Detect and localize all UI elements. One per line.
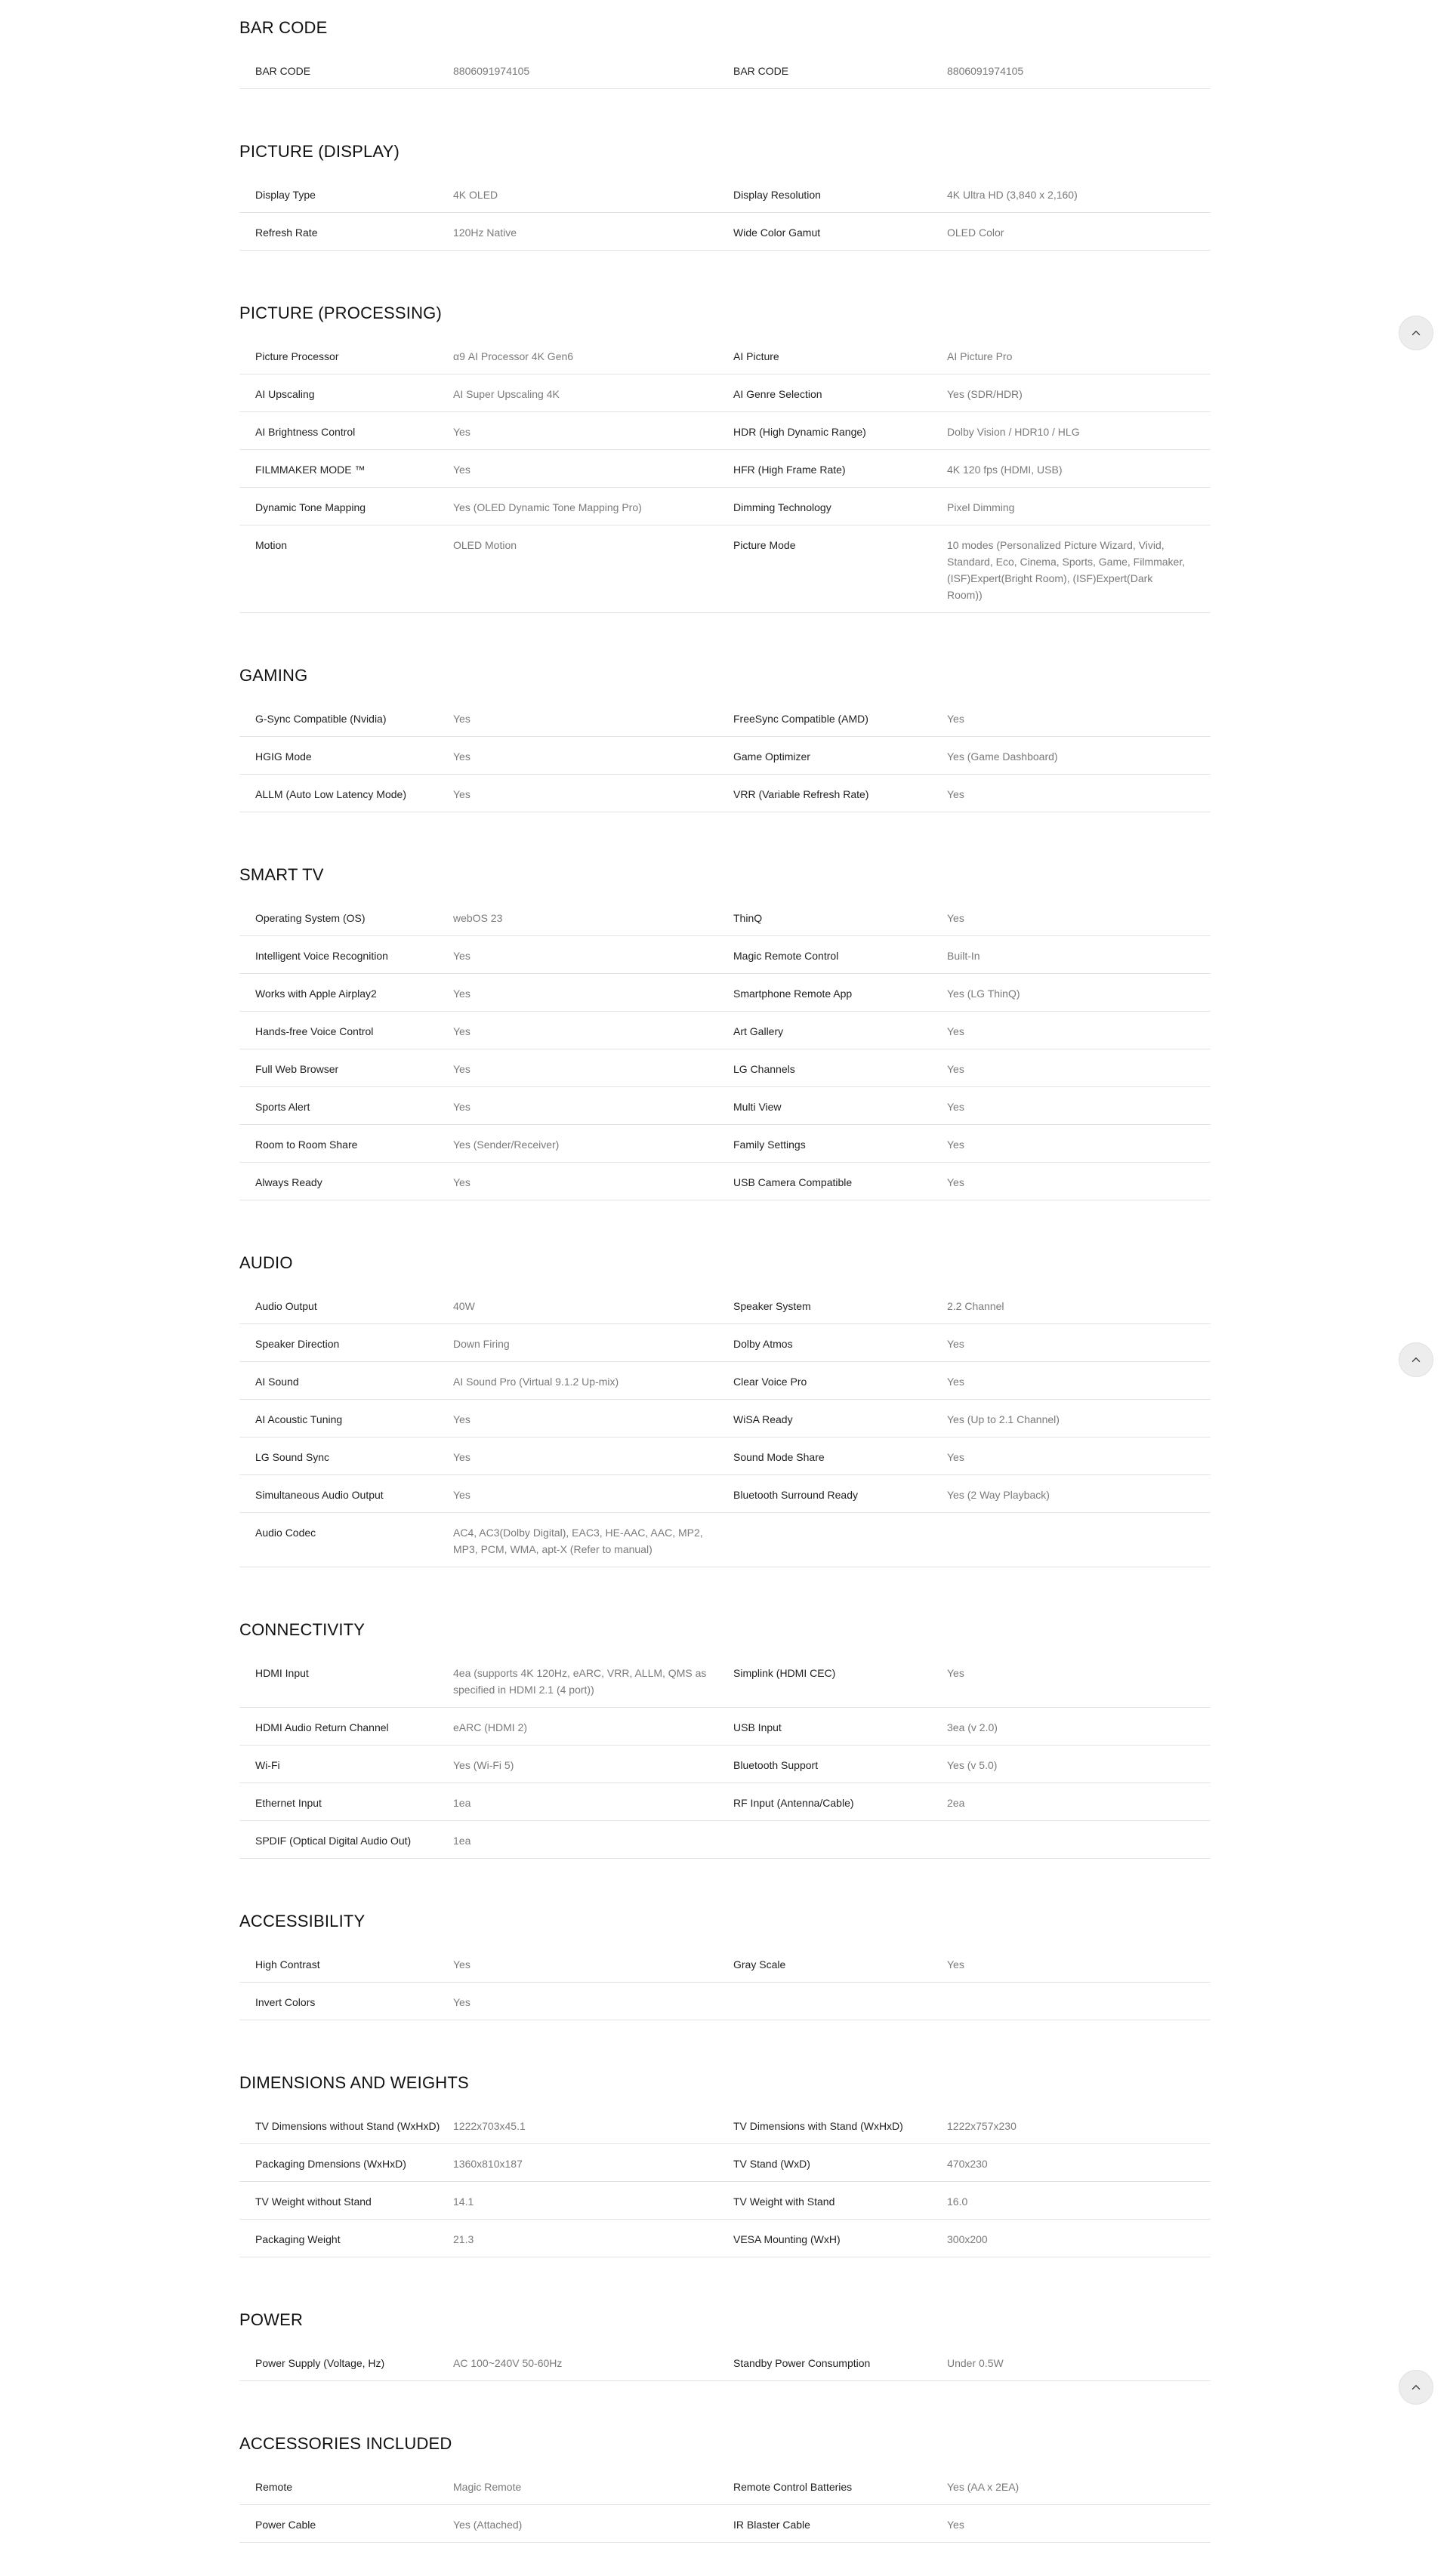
spec-label: Ethernet Input [255,1797,322,1809]
spec-value: Yes [453,1413,470,1425]
spec-row [239,1324,1211,1362]
spec-table [239,2106,1211,2257]
spec-value: Yes [453,1063,470,1075]
spec-label: AI Genre Selection [733,388,822,400]
section-title: BAR CODE [239,18,328,37]
spec-label: Picture Processor [255,350,339,362]
spec-value: 2ea [947,1797,965,1809]
spec-label: Standby Power Consumption [733,2357,871,2369]
spec-value: OLED Color [947,226,1004,239]
spec-value: Pixel Dimming [947,501,1015,513]
spec-label: High Contrast [255,1958,320,1971]
spec-label [733,1994,947,2011]
spec-row [239,1400,1211,1437]
spec-label: Bluetooth Support [733,1759,819,1771]
spec-value: 2.2 Channel [947,1300,1004,1312]
spec-label: Operating System (OS) [255,912,366,924]
spec-row [239,898,1211,936]
spec-row [239,51,1211,89]
spec-row [239,1708,1211,1746]
spec-value: α9 AI Processor 4K Gen6 [453,350,574,362]
spec-row [239,775,1211,812]
spec-label: RF Input (Antenna/Cable) [733,1797,854,1809]
spec-row [239,374,1211,412]
scroll-top-button[interactable] [1399,316,1433,350]
spec-value: 16.0 [947,2195,968,2208]
spec-value: AI Super Upscaling 4K [453,388,560,400]
spec-value: Yes [453,788,470,800]
spec-value: Yes [947,713,964,725]
spec-value: Yes [947,1025,964,1037]
spec-row [239,1783,1211,1821]
spec-value: 1ea [453,1835,471,1847]
spec-table [239,1653,1211,1859]
spec-label: USB Input [733,1721,782,1733]
spec-row [239,936,1211,974]
section-title: DIMENSIONS AND WEIGHTS [239,2073,469,2092]
spec-value: webOS 23 [453,912,503,924]
spec-value: Magic Remote [453,2481,522,2493]
spec-row [239,337,1211,374]
spec-row [239,1087,1211,1125]
spec-label: LG Sound Sync [255,1451,330,1463]
spec-row [239,1012,1211,1049]
spec-section [239,1892,1211,2020]
spec-value: 40W [453,1300,475,1312]
spec-label: Display Type [255,189,316,201]
spec-table [239,175,1211,251]
spec-value: 4K Ultra HD (3,840 x 2,160) [947,189,1078,201]
spec-label: Remote [255,2481,293,2493]
spec-label: Hands-free Voice Control [255,1025,374,1037]
spec-value: Built-In [947,950,980,962]
spec-label: WiSA Ready [733,1413,793,1425]
spec-row [239,2220,1211,2257]
spec-label: TV Weight without Stand [255,2195,372,2208]
spec-value: 4K OLED [453,189,498,201]
spec-row [239,1475,1211,1513]
spec-row [239,1653,1211,1708]
spec-table [239,898,1211,1200]
spec-row [239,737,1211,775]
spec-value: Yes (Sender/Receiver) [453,1139,560,1151]
spec-row [239,2106,1211,2144]
spec-row [239,1125,1211,1163]
spec-section [239,846,1211,1200]
spec-value: 1222x757x230 [947,2120,1017,2132]
spec-value: Yes [453,1101,470,1113]
spec-value: AC 100~240V 50-60Hz [453,2357,563,2369]
spec-value: eARC (HDMI 2) [453,1721,528,1733]
spec-label: Game Optimizer [733,750,810,763]
spec-table [239,699,1211,812]
spec-label: TV Dimensions without Stand (WxHxD) [255,2120,440,2132]
spec-value: 1222x703x45.1 [453,2120,526,2132]
spec-label: TV Stand (WxD) [733,2158,810,2170]
spec-label: ALLM (Auto Low Latency Mode) [255,788,406,800]
spec-section [239,284,1211,613]
spec-label: Power Supply (Voltage, Hz) [255,2357,385,2369]
spec-label: Dynamic Tone Mapping [255,501,366,513]
spec-label: ThinQ [733,912,763,924]
spec-label: TV Dimensions with Stand (WxHxD) [733,2120,903,2132]
spec-value: Yes [947,1139,964,1151]
spec-label: Magic Remote Control [733,950,839,962]
spec-value: 8806091974105 [453,65,530,77]
spec-value: Down Firing [453,1338,510,1350]
spec-value: Yes [453,1489,470,1501]
spec-value: Yes [453,1451,470,1463]
spec-value: AI Sound Pro (Virtual 9.1.2 Up-mix) [453,1376,619,1388]
spec-label: BAR CODE [255,65,311,77]
spec-value: Yes [947,1376,964,1388]
spec-value: 4ea (supports 4K 120Hz, eARC, VRR, ALLM, QMS as specified in HDMI 2.1 (4 port)) [453,1667,707,1696]
spec-value: Yes [947,912,964,924]
spec-label: HFR (High Frame Rate) [733,464,846,476]
spec-value: 14.1 [453,2195,474,2208]
spec-label: G-Sync Compatible (Nvidia) [255,713,387,725]
spec-label: Simultaneous Audio Output [255,1489,384,1501]
spec-value: Yes [947,1063,964,1075]
spec-value: Yes [453,1025,470,1037]
spec-table [239,51,1211,89]
scroll-top-button[interactable] [1399,2370,1433,2405]
section-title: GAMING [239,666,308,685]
spec-label: BAR CODE [733,65,789,77]
spec-label: Room to Room Share [255,1139,358,1151]
spec-value: OLED Motion [453,539,517,551]
spec-label: Bluetooth Surround Ready [733,1489,858,1501]
spec-value: Yes (LG ThinQ) [947,988,1020,1000]
spec-label: Wide Color Gamut [733,226,821,239]
spec-value: 1360x810x187 [453,2158,523,2170]
spec-value: Dolby Vision / HDR10 / HLG [947,426,1080,438]
spec-value: Yes (Wi-Fi 5) [453,1759,514,1771]
spec-row [239,450,1211,488]
spec-label: Invert Colors [255,1996,316,2008]
spec-value: Yes [947,788,964,800]
spec-label: Wi-Fi [255,1759,280,1771]
chevron-up-icon [1409,326,1423,340]
spec-row [239,1513,1211,1567]
spec-label [733,1832,947,1849]
spec-value: Yes (v 5.0) [947,1759,998,1771]
spec-label: Audio Codec [255,1527,316,1539]
spec-label: Smartphone Remote App [733,988,853,1000]
spec-value: AI Picture Pro [947,350,1013,362]
section-title: SMART TV [239,865,324,884]
spec-label: HDMI Input [255,1667,309,1679]
spec-value: Yes (Up to 2.1 Channel) [947,1413,1060,1425]
spec-section [239,122,1211,251]
spec-row [239,2144,1211,2182]
section-title: CONNECTIVITY [239,1620,366,1639]
section-title: PICTURE (PROCESSING) [239,304,443,322]
spec-label: Speaker Direction [255,1338,340,1350]
spec-value: Yes [453,1176,470,1188]
spec-row [239,2182,1211,2220]
spec-label: TV Weight with Stand [733,2195,835,2208]
spec-value: Yes [947,1176,964,1188]
spec-value: Yes [947,1667,964,1679]
spec-value: Yes [947,1451,964,1463]
spec-value: 120Hz Native [453,226,517,239]
spec-value: Yes (OLED Dynamic Tone Mapping Pro) [453,501,642,513]
spec-row [239,175,1211,213]
spec-value: Yes [453,988,470,1000]
spec-section [239,1601,1211,1859]
spec-value: Yes [453,464,470,476]
spec-label: Full Web Browser [255,1063,339,1075]
spec-label [733,1524,947,1558]
spec-label: SPDIF (Optical Digital Audio Out) [255,1835,412,1847]
spec-sheet [239,0,1211,2576]
spec-label: IR Blaster Cable [733,2519,810,2531]
spec-value: Yes [947,1958,964,1971]
spec-label: HDMI Audio Return Channel [255,1721,389,1733]
spec-label: Audio Output [255,1300,317,1312]
spec-label: LG Channels [733,1063,795,1075]
spec-section [239,646,1211,812]
spec-table [239,337,1211,613]
spec-value: Under 0.5W [947,2357,1004,2369]
spec-label: Packaging Dmensions (WxHxD) [255,2158,406,2170]
spec-value: Yes [453,950,470,962]
spec-value [947,1994,1211,2011]
spec-section [239,2054,1211,2257]
spec-section [239,2414,1211,2543]
spec-label: FILMMAKER MODE ™ [255,464,366,476]
spec-label: AI Brightness Control [255,426,356,438]
spec-row [239,1437,1211,1475]
spec-row [239,1049,1211,1087]
spec-section [239,2291,1211,2381]
spec-row [239,2467,1211,2505]
spec-value: Yes [947,1338,964,1350]
spec-row [239,1983,1211,2020]
spec-section [239,1234,1211,1567]
spec-value: Yes (SDR/HDR) [947,388,1023,400]
chevron-up-icon [1409,2380,1423,2394]
spec-row [239,1286,1211,1324]
spec-row [239,1821,1211,1859]
spec-label: Art Gallery [733,1025,784,1037]
spec-label: Gray Scale [733,1958,786,1971]
spec-row [239,699,1211,737]
spec-value: 1ea [453,1797,471,1809]
spec-value: Yes [947,2519,964,2531]
spec-value: AC4, AC3(Dolby Digital), EAC3, HE-AAC, AAC, MP2, MP3, PCM, WMA, apt-X (Refer to manual) [453,1527,703,1555]
scroll-top-button[interactable] [1399,1342,1433,1377]
section-title: PICTURE (DISPLAY) [239,142,400,161]
spec-label: AI Picture [733,350,779,362]
spec-label: Refresh Rate [255,226,318,239]
spec-value: 3ea (v 2.0) [947,1721,998,1733]
spec-value: Yes [453,426,470,438]
spec-value: Yes (AA x 2EA) [947,2481,1020,2493]
spec-row [239,412,1211,450]
spec-label: Simplink (HDMI CEC) [733,1667,836,1679]
spec-table [239,1286,1211,1567]
section-title: ACCESSIBILITY [239,1912,366,1930]
spec-value: Yes (2 Way Playback) [947,1489,1050,1501]
spec-row [239,1163,1211,1200]
spec-label: AI Upscaling [255,388,315,400]
section-title: ACCESSORIES INCLUDED [239,2434,452,2453]
spec-label: Sound Mode Share [733,1451,825,1463]
spec-row [239,213,1211,251]
spec-label: Power Cable [255,2519,316,2531]
spec-value: 21.3 [453,2233,474,2245]
spec-value: Yes [453,713,470,725]
spec-row [239,2505,1211,2543]
spec-value: Yes (Game Dashboard) [947,750,1058,763]
section-title: AUDIO [239,1253,293,1272]
spec-value: Yes [453,750,470,763]
spec-label: Always Ready [255,1176,322,1188]
spec-table [239,2343,1211,2381]
chevron-up-icon [1409,1353,1423,1367]
spec-row [239,525,1211,613]
spec-label: Motion [255,539,288,551]
spec-label: Multi View [733,1101,782,1113]
spec-label: Remote Control Batteries [733,2481,853,2493]
spec-value: Yes [453,1958,470,1971]
spec-label: Packaging Weight [255,2233,341,2245]
spec-value: 10 modes (Personalized Picture Wizard, Vivid, Standard, Eco, Cinema, Sports, Game, Filmmaker, (ISF)Expert(Bright Room), (ISF)Expert(Dark Room)) [947,539,1186,601]
spec-table [239,1945,1211,2020]
spec-label: HDR (High Dynamic Range) [733,426,866,438]
spec-row [239,1746,1211,1783]
section-title: POWER [239,2310,304,2329]
spec-label: Dolby Atmos [733,1338,793,1350]
spec-row [239,974,1211,1012]
spec-row [239,2343,1211,2381]
spec-section [239,0,1211,89]
spec-label: Dimming Technology [733,501,831,513]
spec-label: HGIG Mode [255,750,312,763]
spec-label: FreeSync Compatible (AMD) [733,713,868,725]
spec-value [947,1524,1211,1558]
spec-value: 8806091974105 [947,65,1024,77]
spec-label: Family Settings [733,1139,806,1151]
spec-row [239,1945,1211,1983]
spec-value: Yes [947,1101,964,1113]
spec-label: Picture Mode [733,539,796,551]
spec-label: Clear Voice Pro [733,1376,807,1388]
spec-value: 300x200 [947,2233,988,2245]
spec-label: VRR (Variable Refresh Rate) [733,788,869,800]
spec-value: Yes [453,1996,470,2008]
spec-value: 470x230 [947,2158,988,2170]
spec-value: 4K 120 fps (HDMI, USB) [947,464,1063,476]
spec-value [947,1832,1211,1849]
spec-label: Speaker System [733,1300,811,1312]
spec-label: AI Acoustic Tuning [255,1413,343,1425]
spec-label: Intelligent Voice Recognition [255,950,388,962]
spec-row [239,1362,1211,1400]
spec-label: Works with Apple Airplay2 [255,988,377,1000]
spec-value: Yes (Attached) [453,2519,523,2531]
spec-label: USB Camera Compatible [733,1176,853,1188]
spec-label: Sports Alert [255,1101,310,1113]
spec-label: VESA Mounting (WxH) [733,2233,841,2245]
spec-label: AI Sound [255,1376,299,1388]
spec-label: Display Resolution [733,189,821,201]
spec-row [239,488,1211,525]
spec-table [239,2467,1211,2543]
